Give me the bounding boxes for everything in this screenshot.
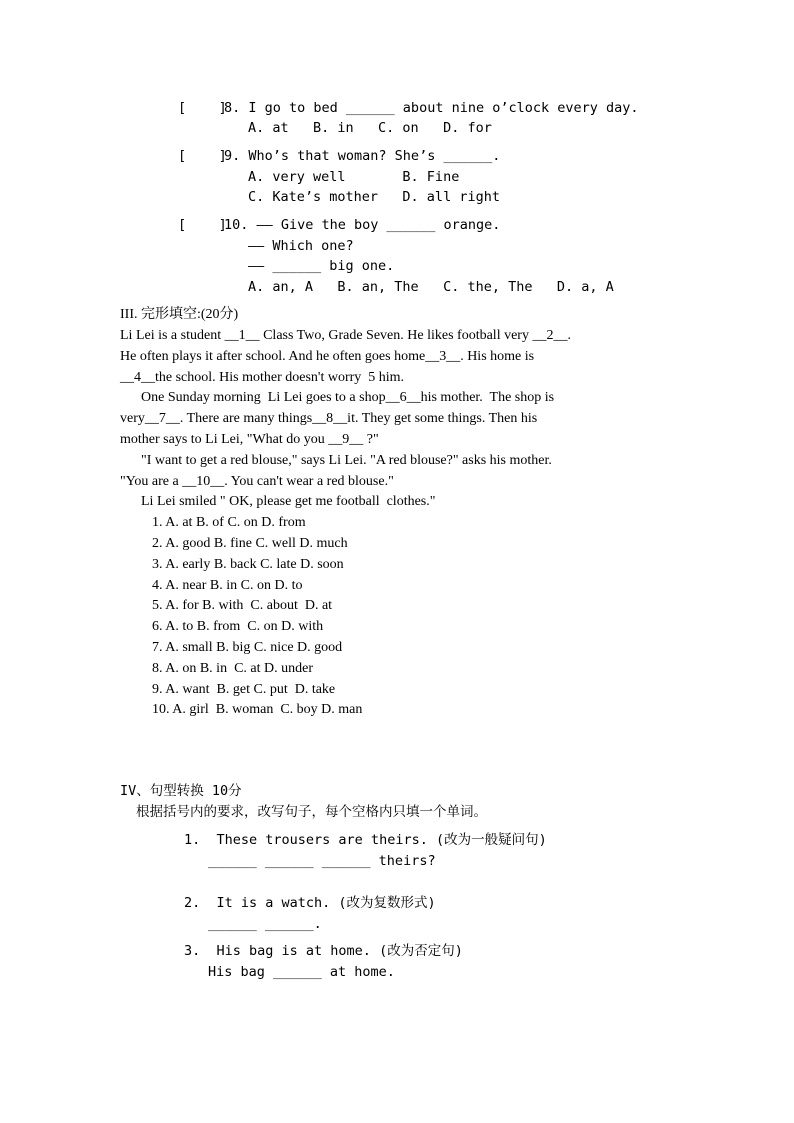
passage-line: "You are a __10__. You can't wear a red blouse." [120, 474, 394, 489]
section4-heading: IV、句型转换 10分 [120, 783, 242, 799]
cloze-option: 9. A. want B. get C. put D. take [152, 682, 336, 697]
cloze-option: 7. A. small B. big C. nice D. good [152, 640, 343, 655]
cloze-option: 6. A. to B. from C. on D. with [152, 619, 324, 634]
cloze-option: 4. A. near B. in C. on D. to [152, 578, 303, 593]
section3-heading: III. 完形填空:(20分) [120, 307, 239, 322]
transform-answer-line[interactable]: ______ ______ ______ theirs? [208, 853, 436, 869]
passage-line: mother says to Li Lei, "What do you __9__ ?" [120, 432, 379, 447]
question-options: A. at B. in C. on D. for [248, 120, 492, 136]
cloze-option: 5. A. for B. with C. about D. at [152, 598, 333, 613]
passage-line: __4__the school. His mother doesn't worry 5 him. [120, 370, 405, 385]
cloze-option: 10. A. girl B. woman C. boy D. man [152, 702, 363, 717]
passage-line: One Sunday morning Li Lei goes to a shop__6__his mother. The shop is [120, 390, 555, 405]
transform-sentence: 1. These trousers are theirs. (改为一般疑问句) [184, 832, 547, 848]
question-text: 8. I go to bed ______ about nine o’clock every day. [224, 100, 639, 116]
question-dialogue: —— ______ big one. [248, 258, 395, 274]
cloze-option: 3. A. early B. back C. late D. soon [152, 557, 344, 572]
section4-instruction: 根据括号内的要求，改写句子，每个空格内只填一个单词。 [136, 804, 487, 820]
cloze-option: 8. A. on B. in C. at D. under [152, 661, 313, 676]
passage-line: Li Lei is a student __1__ Class Two, Grade Seven. He likes football very __2__. [120, 328, 571, 343]
question-text: 9. Who’s that woman? She’s ______. [224, 148, 501, 164]
cloze-option: 1. A. at B. of C. on D. from [152, 515, 306, 530]
question-options: C. Kate’s mother D. all right [248, 189, 500, 205]
cloze-option: 2. A. good B. fine C. well D. much [152, 536, 348, 551]
question-options: A. very well B. Fine [248, 169, 460, 185]
answer-bracket[interactable]: [ ] [178, 148, 227, 164]
question-dialogue: —— Which one? [248, 238, 354, 254]
question-options: A. an, A B. an, The C. the, The D. a, A [248, 279, 614, 295]
transform-sentence: 3. His bag is at home. (改为否定句) [184, 943, 463, 959]
passage-line: "I want to get a red blouse," says Li Lei. "A red blouse?" asks his mother. [120, 453, 552, 468]
transform-sentence: 2. It is a watch. (改为复数形式) [184, 895, 436, 911]
transform-answer-line[interactable]: ______ ______. [208, 916, 322, 932]
answer-bracket[interactable]: [ ] [178, 100, 227, 116]
passage-line: very__7__. There are many things__8__it. They get some things. Then his [120, 411, 538, 426]
passage-line: Li Lei smiled " OK, please get me football clothes." [120, 494, 436, 509]
question-text: 10. —— Give the boy ______ orange. [224, 217, 501, 233]
passage-line: He often plays it after school. And he often goes home__3__. His home is [120, 349, 535, 364]
transform-answer-line[interactable]: His bag ______ at home. [208, 964, 395, 980]
answer-bracket[interactable]: [ ] [178, 217, 227, 233]
